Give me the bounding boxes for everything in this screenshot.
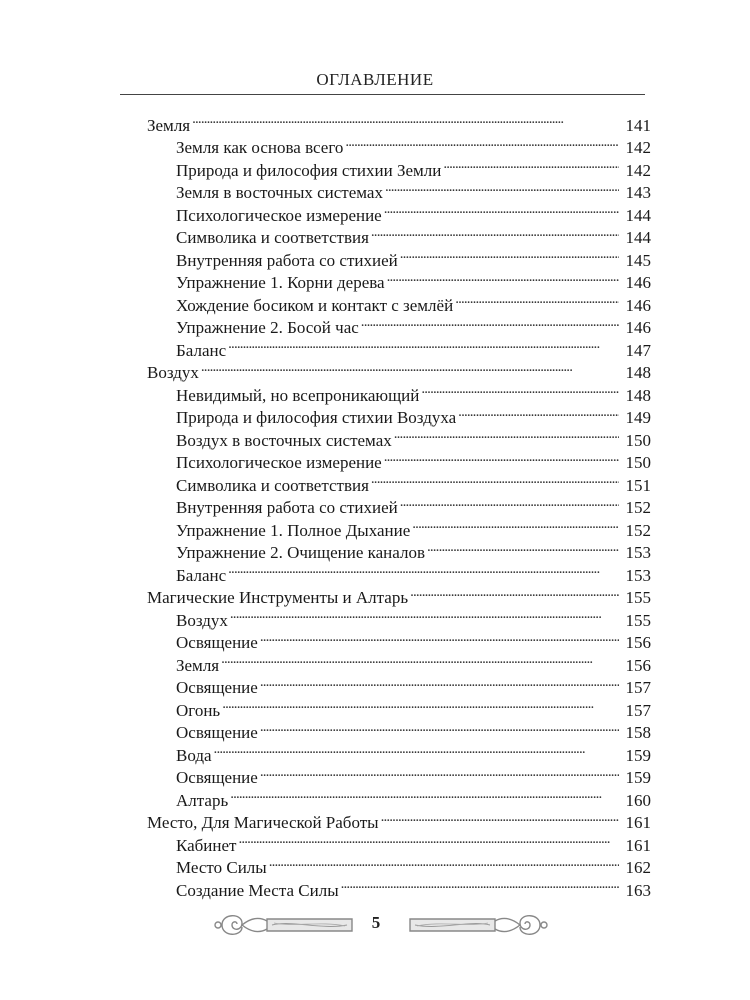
toc-entry-title: Кабинет: [176, 835, 237, 855]
toc-entry-title: Баланс: [176, 565, 227, 585]
toc-dot-leader: [260, 626, 619, 649]
toc-entry-page: 155: [625, 588, 651, 607]
toc-entry-title: Место, Для Магической Работы: [147, 813, 379, 832]
toc-entry-page: 153: [625, 565, 651, 585]
page-header-title: ОГЛАВЛЕНИЕ: [316, 70, 434, 89]
toc-entry-page: 158: [625, 723, 651, 742]
toc-dot-leader: [400, 243, 619, 266]
toc-section-entry: [147, 738, 651, 765]
toc-section-entry: [147, 131, 651, 157]
toc-dot-leader: [345, 131, 619, 154]
toc-entry-page: 145: [625, 250, 651, 270]
toc-dot-leader: [455, 288, 619, 311]
toc-dot-leader: [238, 828, 619, 851]
toc-entry-title: Природа и философия стихии Земли: [176, 160, 442, 180]
toc-dot-leader: [387, 266, 619, 289]
toc-dot-leader: [427, 536, 619, 559]
toc-entry-page: 157: [625, 678, 651, 697]
scroll-ornament-icon: [400, 905, 550, 945]
toc-entry-title: Огонь: [176, 700, 221, 720]
toc-entry-title: Алтарь: [176, 790, 229, 810]
toc-dot-leader: [458, 401, 619, 424]
toc-dot-leader: [228, 333, 619, 356]
toc-entry-page: 163: [625, 880, 651, 900]
toc-entry-title: Воздух в восточных системах: [176, 430, 392, 450]
toc-entry-page: 152: [625, 498, 651, 517]
toc-entry-page: 160: [625, 790, 651, 810]
toc-entry-page: 159: [625, 768, 651, 787]
toc-dot-leader: [214, 738, 619, 761]
toc-entry-page: 153: [625, 543, 651, 562]
toc-entry-page: 162: [625, 858, 651, 877]
scroll-ornament-icon: [212, 905, 362, 945]
toc-dot-leader: [371, 468, 619, 491]
toc-entry-page: 142: [625, 138, 651, 157]
toc-entry-title: Земля: [147, 115, 191, 135]
toc-dot-leader: [269, 851, 619, 874]
toc-dot-leader: [192, 108, 619, 131]
toc-entry-page: 148: [625, 385, 651, 405]
toc-entry-page: 150: [625, 430, 651, 450]
table-of-contents: [147, 108, 651, 900]
toc-entry-title: Место Силы: [176, 858, 267, 877]
toc-entry-page: 144: [625, 205, 651, 225]
toc-entry-title: Символика и соответствия: [176, 475, 369, 495]
toc-entry-title: Вода: [176, 745, 212, 765]
toc-section-entry: [147, 761, 651, 787]
toc-section-entry: [147, 648, 651, 675]
toc-dot-leader: [412, 513, 619, 536]
toc-entry-page: 146: [625, 295, 651, 315]
toc-section-entry: [147, 378, 651, 405]
toc-dot-leader: [421, 378, 619, 401]
toc-dot-leader: [394, 423, 619, 446]
page-footer: [0, 905, 750, 945]
toc-entry-title: Психологическое измерение: [176, 205, 382, 225]
toc-entry-title: Внутренняя работа со стихией: [176, 250, 398, 270]
toc-entry-title: Хождение босиком и контакт с землёй: [176, 295, 454, 315]
toc-entry-page: 161: [625, 835, 651, 855]
toc-entry-page: 148: [625, 363, 651, 382]
toc-entry-page: 159: [625, 745, 651, 765]
toc-entry-title: Баланс: [176, 340, 227, 360]
toc-entry-page: 146: [625, 273, 651, 292]
toc-entry-title: Освящение: [176, 633, 258, 652]
toc-entry-title: Воздух: [176, 610, 228, 630]
toc-dot-leader: [260, 716, 619, 739]
toc-dot-leader: [385, 176, 619, 199]
toc-entry-title: Освящение: [176, 678, 258, 697]
toc-dot-leader: [384, 446, 619, 469]
toc-dot-leader: [443, 153, 619, 176]
toc-section-entry: [147, 693, 651, 720]
toc-entry-title: Магические Инструменты и Алтарь: [147, 588, 409, 607]
toc-entry-page: 144: [625, 228, 651, 247]
toc-entry-page: 149: [625, 408, 651, 427]
toc-entry-title: Создание Места Силы: [176, 880, 339, 900]
toc-dot-leader: [341, 873, 619, 896]
toc-dot-leader: [410, 581, 619, 604]
header-divider: [120, 94, 645, 95]
toc-entry-title: Земля: [176, 655, 220, 675]
toc-entry-title: Упражнение 2. Босой час: [176, 318, 359, 337]
toc-dot-leader: [260, 671, 619, 694]
toc-entry-page: 151: [625, 475, 651, 495]
toc-entry-title: Невидимый, но всепроникающий: [176, 385, 420, 405]
toc-entry-page: 155: [625, 610, 651, 630]
toc-section-entry: [147, 671, 651, 697]
toc-entry-title: Освящение: [176, 723, 258, 742]
toc-dot-leader: [228, 558, 619, 581]
toc-dot-leader: [371, 221, 619, 244]
toc-entry-page: 146: [625, 318, 651, 337]
toc-entry-title: Упражнение 1. Полное Дыхание: [176, 520, 411, 540]
toc-entry-title: Упражнение 2. Очищение каналов: [176, 543, 425, 562]
toc-entry-page: 150: [625, 453, 651, 472]
toc-entry-page: 152: [625, 520, 651, 540]
toc-entry-page: 143: [625, 183, 651, 202]
toc-entry-title: Символика и соответствия: [176, 228, 369, 247]
toc-entry-page: 142: [625, 160, 651, 180]
toc-section-entry: [147, 716, 651, 742]
toc-entry-title: Психологическое измерение: [176, 453, 382, 472]
toc-entry-title: Воздух: [147, 363, 199, 382]
toc-dot-leader: [230, 783, 619, 806]
toc-dot-leader: [201, 356, 619, 379]
toc-entry-page: 147: [625, 340, 651, 360]
toc-entry-title: Земля как основа всего: [176, 138, 344, 157]
toc-entry-title: Земля в восточных системах: [176, 183, 383, 202]
toc-entry-page: 156: [625, 655, 651, 675]
toc-entry-page: 141: [625, 115, 651, 135]
toc-dot-leader: [260, 761, 619, 784]
toc-entry-title: Внутренняя работа со стихией: [176, 498, 398, 517]
toc-entry-title: Природа и философия стихии Воздуха: [176, 408, 457, 427]
toc-entry-page: 161: [625, 813, 651, 832]
page-number: 5: [371, 913, 381, 932]
toc-dot-leader: [361, 311, 619, 334]
toc-dot-leader: [221, 648, 619, 671]
toc-dot-leader: [381, 806, 619, 829]
toc-chapter-entry: [147, 356, 651, 382]
toc-entry-page: 157: [625, 700, 651, 720]
toc-dot-leader: [384, 198, 619, 221]
toc-dot-leader: [222, 693, 619, 716]
toc-dot-leader: [230, 603, 619, 626]
toc-entry-page: 156: [625, 633, 651, 652]
toc-dot-leader: [400, 491, 619, 514]
toc-chapter-entry: [147, 108, 651, 135]
toc-entry-title: Упражнение 1. Корни дерева: [176, 273, 385, 292]
toc-entry-title: Освящение: [176, 768, 258, 787]
